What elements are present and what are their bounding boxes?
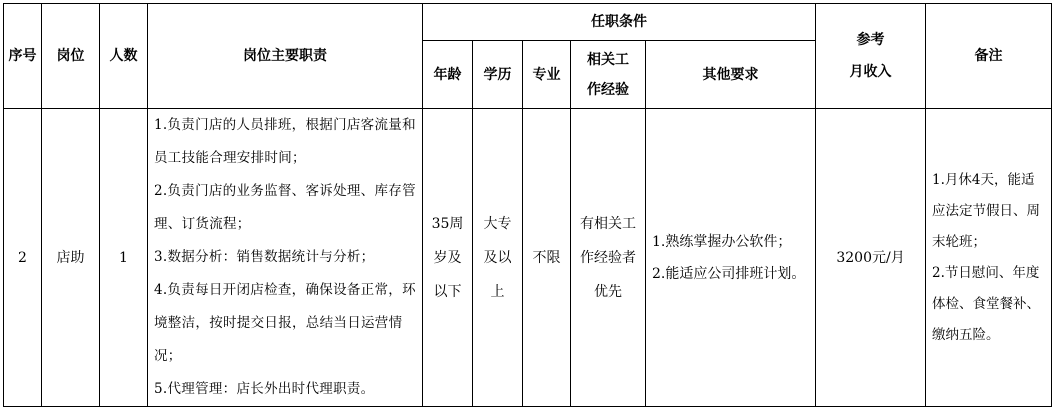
header-remarks: 备注 — [926, 4, 1052, 109]
cell-remarks: 1.月休4天，能适应法定节假日、周末轮班； 2.节日慰问、年度体检、食堂餐补、缴纳五险。 — [926, 109, 1052, 407]
cell-position: 店助 — [42, 109, 100, 407]
job-table — [3, 3, 1052, 407]
cell-experience: 有相关工作经验者优先 — [571, 109, 646, 407]
cell-duties: 1.负责门店的人员排班，根据门店客流量和员工技能合理安排时间； 2.负责门店的业务监督、客诉处理、库存管理、订货流程； 3.数据分析：销售数据统计与分析； 4.负责每日开闭店检查，确保设备正常，环境整洁，按时提交日报，总结当日运营情况； 5.代理管理：店长外出时代理职责。 — [148, 109, 423, 407]
header-salary: 参考 月收入 — [816, 4, 926, 109]
header-experience: 相关工作经验 — [571, 41, 646, 109]
header-position: 岗位 — [42, 4, 100, 109]
header-major: 专业 — [523, 41, 571, 109]
cell-major: 不限 — [523, 109, 571, 407]
cell-seq: 2 — [4, 109, 42, 407]
header-education: 学历 — [473, 41, 523, 109]
cell-other: 1.熟练掌握办公软件； 2.能适应公司排班计划。 — [646, 109, 816, 407]
header-duties: 岗位主要职责 — [148, 4, 423, 109]
header-other: 其他要求 — [646, 41, 816, 109]
cell-age: 35周岁及以下 — [423, 109, 473, 407]
header-age: 年龄 — [423, 41, 473, 109]
cell-education: 大专及以上 — [473, 109, 523, 407]
header-requirements: 任职条件 — [423, 4, 816, 41]
cell-salary: 3200元/月 — [816, 109, 926, 407]
header-seq: 序号 — [4, 4, 42, 109]
cell-count: 1 — [100, 109, 148, 407]
header-count: 人数 — [100, 4, 148, 109]
